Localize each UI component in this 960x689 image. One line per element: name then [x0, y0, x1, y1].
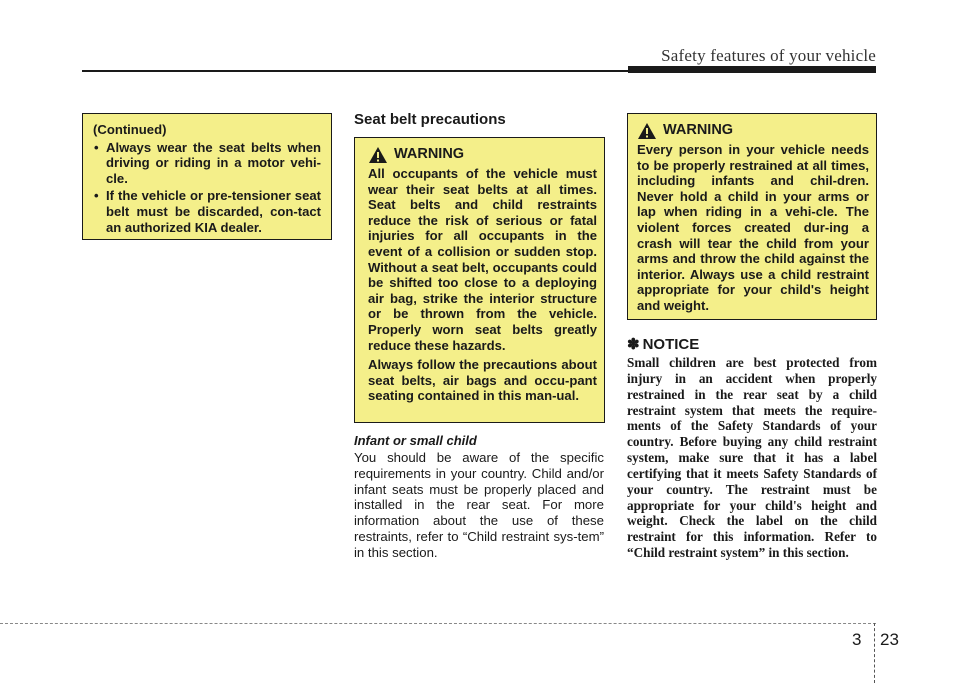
page-number: 23 — [880, 630, 899, 649]
notice-paragraph: Small children are best protected from injury in an accident when properly restrained in the rear seat by a child restraint system that meets the require-ments of the Safety Standards of your country. Before buying any child restraint system, make sure that it has a label certifying that it meets Safety Standards of your country. The restraint must be appropriate for your child's height and weight. Check the label on the child restraint for this information. Refer to “Child restraint system” in this section. — [627, 355, 877, 561]
warning-triangle-icon — [637, 122, 657, 140]
notice-star-icon: ✽ — [627, 336, 640, 353]
subsection-title: Infant or small child — [354, 433, 477, 448]
warning-heading — [368, 146, 597, 164]
child-warning-box — [627, 113, 877, 320]
notice-label: NOTICE — [642, 335, 700, 353]
body-paragraph: You should be aware of the specific requirements in your country. Child and/or infant seats must be properly placed and installed in the rear seat. For more information about the use of these restraints, refer to “Child restraint sys-tem” in this section. — [354, 450, 604, 560]
section-title: Seat belt precautions — [354, 111, 506, 128]
list-item: • If the vehicle or pre-tensioner seat belt must be discarded, con-tact an authorized KIA dealer. — [93, 188, 321, 235]
warning-paragraph: Every person in your vehicle needs to be properly restrained at all times, including infants and chil-dren. Never hold a child in your arms or lap when riding in a vehi-cle. The violent forces created dur-ing a crash will tear the child from your arms and throw the child against the interior. Always use a child restraint appropriate for your child's height and weight. — [637, 142, 869, 313]
list-item: • Always wear the seat belts when driving or riding in a motor vehi-cle. — [93, 140, 321, 187]
footer-divider — [874, 623, 875, 683]
warning-paragraph: All occupants of the vehicle must wear their seat belts at all times. Seat belts and child restraints reduce the risk of serious or fatal injuries for all occupants in the event of a collision or sudden stop. Without a seat belt, occupants could be shifted too close to a deploying air bag, strike the interior structure or be thrown from the vehicle. Properly worn seat belts greatly reduce these hazards. — [368, 166, 597, 353]
warning-paragraph: Always follow the precautions about seat belts, air bags and occu-pant seating contained in this man-ual. — [368, 357, 597, 404]
section-number: 3 — [852, 630, 862, 649]
warning-heading — [637, 122, 869, 140]
warning-triangle-icon — [368, 146, 388, 164]
header-tab-bar — [628, 66, 876, 73]
notice-heading — [627, 335, 699, 353]
warning-label: WARNING — [663, 122, 734, 139]
continued-box — [82, 113, 332, 240]
warning-label: WARNING — [394, 146, 465, 163]
footer-rule — [0, 623, 876, 624]
seatbelt-warning-box — [354, 137, 605, 423]
running-header: Safety features of your vehicle — [661, 46, 876, 65]
continued-heading: (Continued) — [93, 122, 167, 137]
continued-list — [93, 140, 321, 236]
